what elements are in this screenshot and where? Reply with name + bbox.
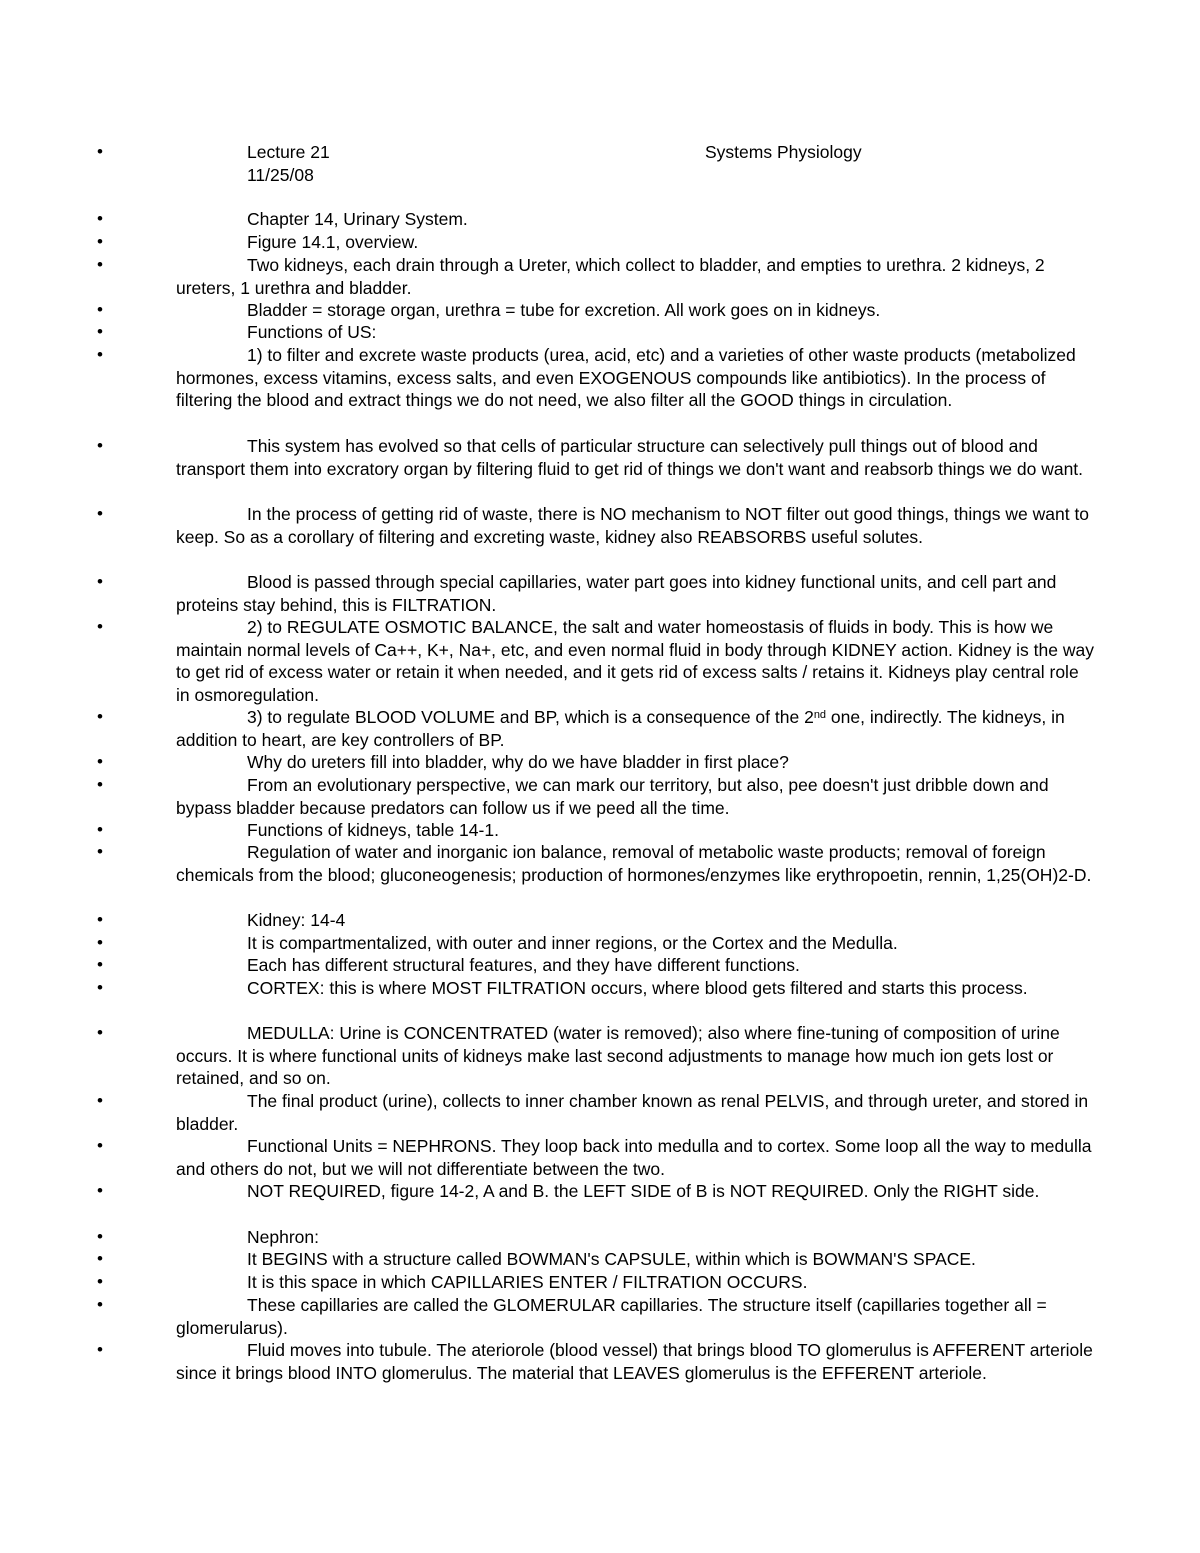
bullet: • [97, 707, 103, 726]
bullet: • [97, 572, 103, 591]
list-item: NOT REQUIRED, figure 14-2, A and B. the LEFT SIDE of B is NOT REQUIRED. Only the RIGHT side. [247, 1181, 1040, 1201]
list-item: The final product (urine), collects to inner chamber known as renal PELVIS, and through ureter, and stored in bladder. [176, 1091, 1089, 1134]
list-item: These capillaries are called the GLOMERULAR capillaries. The structure itself (capillaries together all = glomerularus). [176, 1295, 1047, 1338]
lecture-header [176, 141, 1096, 164]
list-item: Kidney: 14-4 [247, 910, 346, 930]
list-item: From an evolutionary perspective, we can mark our territory, but also, pee doesn't just dribble down and bypass bladder because predators can follow us if we peed all the time. [176, 775, 1049, 818]
bullet: • [97, 1136, 103, 1155]
course-title: Systems Physiology [705, 142, 862, 162]
list-item: It is this space in which CAPILLARIES ENTER / FILTRATION OCCURS. [247, 1272, 808, 1292]
list-item: Nephron: [247, 1227, 319, 1247]
bullet: • [97, 978, 103, 997]
bullet: • [97, 842, 103, 861]
list-item: Functions of kidneys, table 14-1. [247, 820, 499, 840]
list-item: In the process of getting rid of waste, there is NO mechanism to NOT filter out good things, things we want to keep. So as a corollary of filtering and excreting waste, kidney also REABSORBS useful solutes. [176, 504, 1090, 547]
list-item: Chapter 14, Urinary System. [247, 209, 468, 229]
bullet: • [97, 617, 103, 636]
list-item: 2) to REGULATE OSMOTIC BALANCE, the salt and water homeostasis of fluids in body. This is how we maintain normal levels of Ca++, K+, Na+, etc, and even normal fluid in body through KIDNEY action. Kidney is the way to get rid of excess water or retain it when needed, and it gets rid of excess salts / retains it. Kidneys play central role in osmoregulation. [176, 617, 1094, 705]
bullet: • [97, 1227, 103, 1246]
lecture-date-line [176, 164, 1096, 187]
bullet: • [97, 255, 103, 274]
bullet: • [97, 933, 103, 952]
superscript: nd [813, 709, 827, 721]
list-item: Figure 14.1, overview. [247, 232, 419, 252]
bullet: • [97, 775, 103, 794]
bullet: • [97, 232, 103, 251]
bullet: • [97, 1340, 103, 1359]
bullet: • [97, 910, 103, 929]
bullet: • [97, 1295, 103, 1314]
bullet: • [97, 1023, 103, 1042]
bullet: • [97, 436, 103, 455]
list-item: CORTEX: this is where MOST FILTRATION occurs, where blood gets filtered and starts this process. [247, 978, 1028, 998]
list-item: Regulation of water and inorganic ion balance, removal of metabolic waste products; removal of foreign chemicals from the blood; gluconeogenesis; production of hormones/enzymes like erythropoetin, rennin, 1,25(OH)2-D. [176, 842, 1092, 885]
list-item: Blood is passed through special capillaries, water part goes into kidney functional units, and cell part and proteins stay behind, this is FILTRATION. [176, 572, 1057, 615]
bullet: • [97, 504, 103, 523]
list-item: Why do ureters fill into bladder, why do we have bladder in first place? [247, 752, 789, 772]
list-item: It is compartmentalized, with outer and inner regions, or the Cortex and the Medulla. [247, 933, 898, 953]
list-item: It BEGINS with a structure called BOWMAN's CAPSULE, within which is BOWMAN'S SPACE. [247, 1249, 976, 1269]
bullet: • [97, 820, 103, 839]
bullet: • [97, 752, 103, 771]
list-item: Bladder = storage organ, urethra = tube for excretion. All work goes on in kidneys. [247, 300, 881, 320]
bullet: • [97, 1181, 103, 1200]
list-item: 3) to regulate BLOOD VOLUME and BP, which is a consequence of the 2nd one, indirectly. The kidneys, in addition to heart, are key controllers of BP. [176, 707, 1065, 750]
bullet: • [97, 1091, 103, 1110]
list-item: MEDULLA: Urine is CONCENTRATED (water is removed); also where fine-tuning of composition of urine occurs. It is where functional units of kidneys make last second adjustments to manage how much ion gets lost or retained, and so on. [176, 1023, 1060, 1089]
bullet: • [97, 142, 103, 161]
bullet: • [97, 1272, 103, 1291]
list-item: 1) to filter and excrete waste products (urea, acid, etc) and a varieties of other waste products (metabolized hormones, excess vitamins, excess salts, and even EXOGENOUS compounds like antibiotics). In the process of filtering the blood and extract things we do not need, we also filter all the GOOD things in circulation. [176, 345, 1076, 411]
bullet: • [97, 300, 103, 319]
list-item: This system has evolved so that cells of particular structure can selectively pull things out of blood and transport them into excratory organ by filtering fluid to get rid of things we don't want and reabsorb things we do want. [176, 436, 1084, 479]
list-item: Functions of US: [247, 322, 377, 342]
list-item: Fluid moves into tubule. The ateriorole (blood vessel) that brings blood TO glomerulus is AFFERENT arteriole since it brings blood INTO glomerulus. The material that LEAVES glomerulus is the EFFERENT arteriole. [176, 1340, 1093, 1383]
bullet: • [97, 345, 103, 364]
list-item: Each has different structural features, and they have different functions. [247, 955, 800, 975]
list-item: Functional Units = NEPHRONS. They loop back into medulla and to cortex. Some loop all the way to medulla and others do not, but we will not differentiate between the two. [176, 1136, 1092, 1179]
bullet: • [97, 1249, 103, 1268]
lecture-date: 11/25/08 [247, 165, 314, 185]
bullet: • [97, 955, 103, 974]
list-item: Two kidneys, each drain through a Ureter, which collect to bladder, and empties to urethra. 2 kidneys, 2 ureters, 1 urethra and bladder. [176, 255, 1045, 298]
bullet: • [97, 209, 103, 228]
bullet: • [97, 322, 103, 341]
lecture-number: Lecture 21 [247, 142, 330, 162]
